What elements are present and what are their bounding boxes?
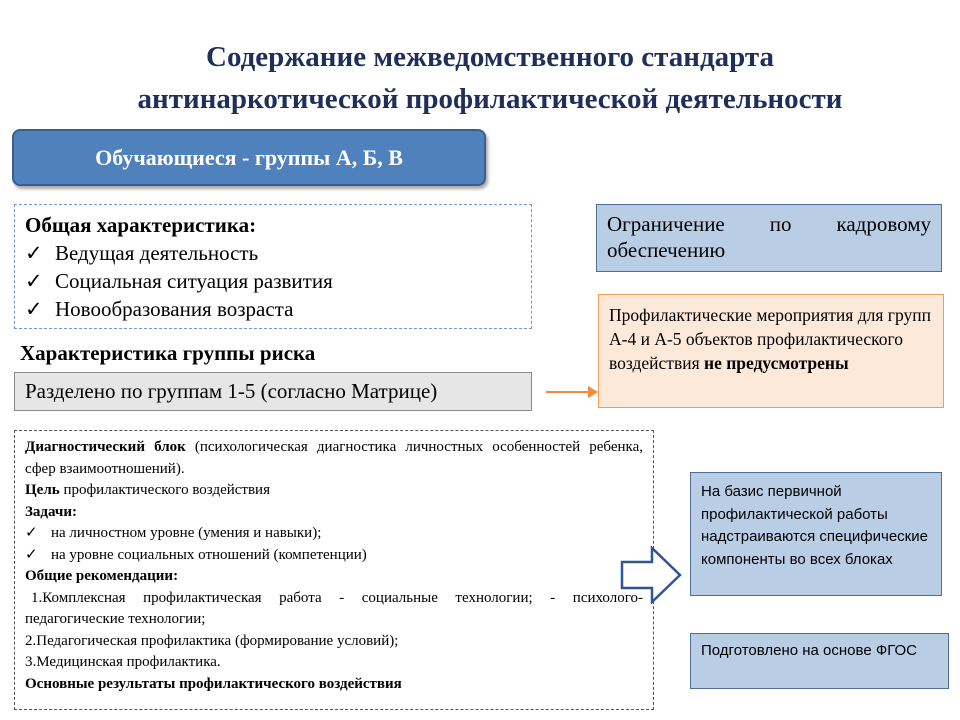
prepared-text: Подготовлено на основе ФГОС [701, 642, 918, 659]
list-item [25, 523, 643, 545]
task-text: на уровне социальных отношений (компетенции) [51, 546, 367, 563]
check-icon: ✓ [25, 525, 38, 541]
check-icon: ✓ [25, 546, 38, 563]
list-item-text: Новообразования возраста [55, 297, 294, 321]
recommendation-item: 3.Медицинская профилактика. [25, 654, 221, 670]
goal-text: профилактического воздействия [63, 482, 270, 498]
preventive-measures-box [598, 294, 944, 408]
goal-label: Цель [25, 482, 60, 498]
tasks-label: Задачи: [25, 503, 78, 520]
staffing-limit-line-1: Ограничение по кадровому [607, 212, 931, 236]
staffing-limit-box [596, 204, 942, 272]
task-text: на личностном уровне (умения и навыки); [51, 525, 322, 541]
risk-group-title: Характеристика группы риска [20, 341, 316, 365]
title-line-2: антинаркотической профилактической деятельности [137, 83, 843, 115]
arrow-right-icon [588, 386, 598, 398]
risk-group-text: Разделено по группам 1-5 (согласно Матрице) [25, 379, 438, 403]
primary-basis-box [690, 472, 942, 596]
recommendations-label: Общие рекомендации: [25, 568, 179, 584]
staffing-limit-line-2: обеспечению [607, 238, 726, 262]
title-line-1: Содержание межведомственного стандарта [206, 41, 774, 73]
recommendation-item: 2.Педагогическая профилактика (формирование условий); [25, 632, 399, 649]
list-item [25, 267, 521, 295]
list-item-text: Ведущая деятельность [55, 241, 259, 265]
list-item [25, 545, 643, 567]
list-item-text: Социальная ситуация развития [55, 269, 333, 293]
block-arrow-right-icon [620, 546, 682, 604]
diagnostic-text: (психологическая диагностика личностных особенностей ребенка, сфер взаимоотношений). [25, 439, 644, 477]
check-icon: ✓ [25, 269, 43, 293]
list-item [25, 295, 521, 323]
risk-group-box [14, 372, 532, 411]
diagnostic-paragraph [25, 437, 643, 480]
arrow-connector [546, 391, 592, 393]
list-item [25, 239, 521, 267]
students-group-box [12, 129, 486, 186]
goal-paragraph [25, 480, 643, 502]
measures-text: Профилактические мероприятия для групп А-4 и А-5 объектов профилактического воздействия [609, 305, 931, 373]
page-title [40, 36, 940, 120]
check-icon: ✓ [25, 241, 43, 265]
general-characteristics-box [14, 204, 532, 329]
check-icon: ✓ [25, 297, 43, 321]
general-heading: Общая характеристика: [25, 213, 257, 237]
diagnostic-block-box [14, 430, 654, 710]
basis-text: На базис первичной профилактической работы надстраиваются специфические компоненты во всех блоках [701, 483, 928, 568]
diagnostic-label: Диагностический блок [25, 439, 186, 455]
measures-bold-text: не предусмотрены [704, 353, 849, 373]
results-label: Основные результаты профилактического воздействия [25, 675, 402, 692]
students-group-label: Обучающиеся - группы А, Б, В [95, 144, 403, 170]
prepared-note-box [690, 633, 949, 689]
recommendation-item: 1.Комплексная профилактическая работа - социальные технологии; - психолого-педагогические технологии; [25, 589, 643, 627]
